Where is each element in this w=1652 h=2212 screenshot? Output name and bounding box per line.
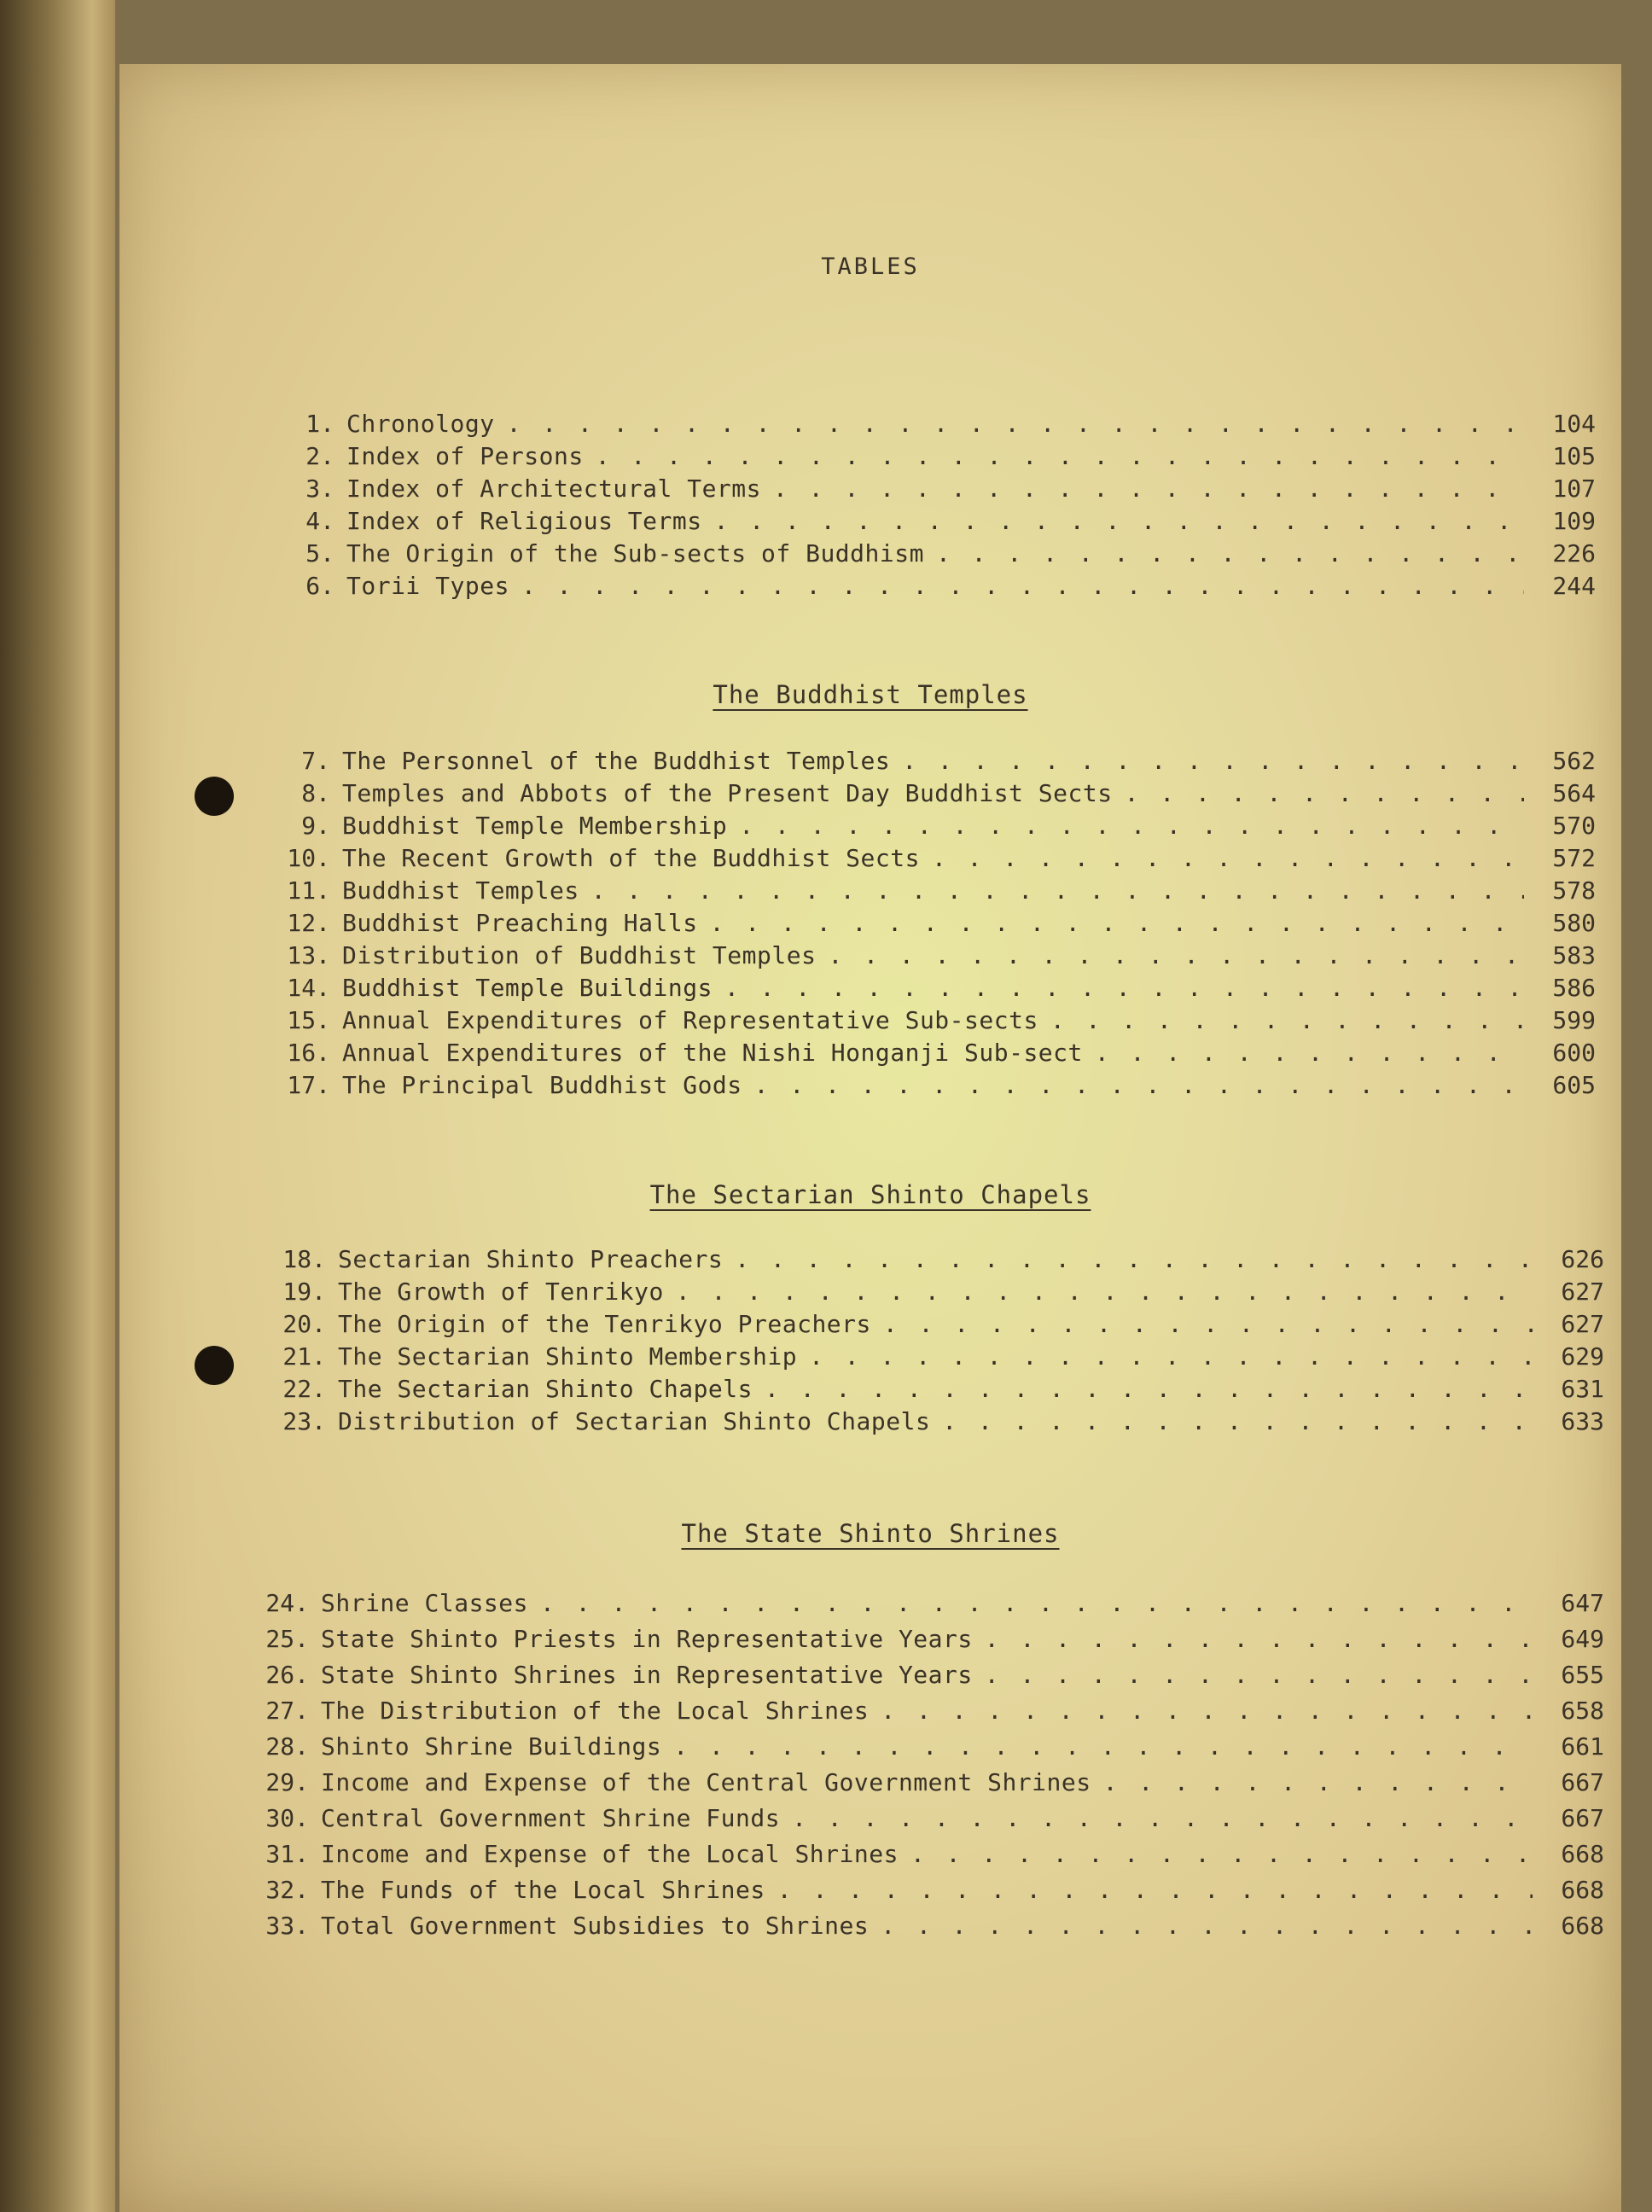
toc-entry — [265, 442, 1596, 474]
toc-entry — [239, 1697, 1604, 1732]
dot-leader — [754, 1071, 1524, 1099]
toc-entry — [260, 844, 1596, 876]
dot-leader — [883, 1310, 1533, 1338]
entry-page: 627 — [1561, 1310, 1604, 1338]
toc-entry — [260, 747, 1596, 779]
toc-entry — [239, 1804, 1604, 1840]
entry-number: 11. — [287, 876, 330, 905]
entry-page: 105 — [1552, 442, 1596, 470]
entry-number: 26. — [265, 1661, 309, 1689]
dot-leader — [828, 941, 1524, 969]
toc-entry — [239, 1589, 1604, 1625]
entry-page: 668 — [1561, 1840, 1604, 1868]
entry-number: 3. — [305, 474, 334, 503]
dot-leader — [792, 1804, 1533, 1832]
entry-title: Total Government Subsidies to Shrines — [321, 1912, 870, 1940]
dot-leader — [507, 410, 1524, 438]
entry-number: 4. — [305, 507, 334, 535]
dot-leader — [591, 876, 1524, 905]
toc-entry — [239, 1840, 1604, 1876]
entry-number: 20. — [282, 1310, 326, 1338]
entry-page: 649 — [1561, 1625, 1604, 1653]
entry-number: 19. — [282, 1278, 326, 1306]
toc-entry — [256, 1375, 1604, 1407]
entry-title: Annual Expenditures of Representative Sub-sects — [342, 1006, 1038, 1034]
entry-title: The Distribution of the Local Shrines — [321, 1697, 870, 1725]
dot-leader — [773, 474, 1524, 503]
toc-entry — [265, 410, 1596, 442]
entry-title: Distribution of Buddhist Temples — [342, 941, 817, 969]
toc-entry — [256, 1310, 1604, 1342]
entry-title: Temples and Abbots of the Present Day Buddhist Sects — [342, 779, 1113, 807]
entry-page: 647 — [1561, 1589, 1604, 1617]
entry-number: 16. — [287, 1039, 330, 1067]
entry-number: 18. — [282, 1245, 326, 1273]
toc-entry — [260, 876, 1596, 909]
entry-number: 33. — [265, 1912, 309, 1940]
entry-page: 626 — [1561, 1245, 1604, 1273]
dot-leader — [521, 572, 1524, 600]
entry-page: 605 — [1552, 1071, 1596, 1099]
entry-title: The Sectarian Shinto Membership — [338, 1342, 798, 1371]
entry-number: 7. — [301, 747, 330, 775]
entry-number: 10. — [287, 844, 330, 872]
entry-number: 12. — [287, 909, 330, 937]
entry-page: 226 — [1552, 539, 1596, 568]
entry-page: 244 — [1552, 572, 1596, 600]
toc-entry — [265, 539, 1596, 572]
toc-entry — [260, 1006, 1596, 1039]
entry-page: 580 — [1552, 909, 1596, 937]
dot-leader — [942, 1407, 1533, 1435]
entry-number: 25. — [265, 1625, 309, 1653]
section-heading-sectarian-shinto-chapels: The Sectarian Shinto Chapels — [649, 1180, 1091, 1209]
entry-number: 6. — [305, 572, 334, 600]
entry-page: 658 — [1561, 1697, 1604, 1725]
entry-title: Shrine Classes — [321, 1589, 529, 1617]
entry-number: 32. — [265, 1876, 309, 1904]
punch-hole — [195, 777, 234, 816]
dot-leader — [932, 844, 1524, 872]
entry-page: 599 — [1552, 1006, 1596, 1034]
entry-title: Income and Expense of the Central Government Shrines — [321, 1768, 1091, 1796]
toc-entry — [260, 941, 1596, 974]
toc-list-buddhist-temples — [260, 747, 1596, 1103]
entry-title: The Personnel of the Buddhist Temples — [342, 747, 891, 775]
toc-list-state-shinto-shrines — [239, 1589, 1604, 1947]
toc-entry — [260, 812, 1596, 844]
dot-leader — [596, 442, 1524, 470]
entry-page: 627 — [1561, 1278, 1604, 1306]
entry-page: 570 — [1552, 812, 1596, 840]
dot-leader — [540, 1589, 1533, 1617]
dot-leader — [910, 1840, 1533, 1868]
toc-entry — [256, 1407, 1604, 1440]
toc-list-sectarian-shinto-chapels — [256, 1245, 1604, 1440]
facing-page-edge — [0, 0, 115, 2212]
dot-leader — [1125, 779, 1524, 807]
dot-leader — [724, 974, 1524, 1002]
toc-entry — [239, 1876, 1604, 1912]
entry-title: Central Government Shrine Funds — [321, 1804, 781, 1832]
entry-page: 583 — [1552, 941, 1596, 969]
page-title: TABLES — [821, 253, 920, 280]
toc-list-general — [265, 410, 1596, 604]
entry-page: 655 — [1561, 1661, 1604, 1689]
toc-entry — [239, 1661, 1604, 1697]
entry-page: 564 — [1552, 779, 1596, 807]
entry-page: 661 — [1561, 1732, 1604, 1761]
entry-title: Annual Expenditures of the Nishi Honganji Sub-sect — [342, 1039, 1083, 1067]
entry-number: 23. — [282, 1407, 326, 1435]
toc-entry — [260, 909, 1596, 941]
entry-number: 30. — [265, 1804, 309, 1832]
toc-entry — [260, 779, 1596, 812]
punch-hole — [195, 1346, 234, 1385]
entry-page: 629 — [1561, 1342, 1604, 1371]
dot-leader — [710, 909, 1524, 937]
dot-leader — [985, 1661, 1533, 1689]
entry-number: 31. — [265, 1840, 309, 1868]
entry-title: State Shinto Priests in Representative Years — [321, 1625, 973, 1653]
entry-number: 21. — [282, 1342, 326, 1371]
entry-title: Index of Religious Terms — [346, 507, 702, 535]
entry-title: The Growth of Tenrikyo — [338, 1278, 664, 1306]
toc-entry — [265, 507, 1596, 539]
entry-number: 5. — [305, 539, 334, 568]
entry-title: Income and Expense of the Local Shrines — [321, 1840, 899, 1868]
entry-number: 22. — [282, 1375, 326, 1403]
entry-page: 631 — [1561, 1375, 1604, 1403]
entry-title: Buddhist Temple Membership — [342, 812, 728, 840]
entry-title: Shinto Shrine Buildings — [321, 1732, 662, 1761]
entry-page: 633 — [1561, 1407, 1604, 1435]
entry-number: 14. — [287, 974, 330, 1002]
entry-page: 578 — [1552, 876, 1596, 905]
entry-number: 17. — [287, 1071, 330, 1099]
toc-entry — [239, 1625, 1604, 1661]
entry-title: Buddhist Temples — [342, 876, 579, 905]
toc-entry — [256, 1342, 1604, 1375]
entry-number: 28. — [265, 1732, 309, 1761]
dot-leader — [714, 507, 1524, 535]
entry-number: 2. — [305, 442, 334, 470]
entry-page: 107 — [1552, 474, 1596, 503]
entry-page: 668 — [1561, 1876, 1604, 1904]
entry-page: 667 — [1561, 1768, 1604, 1796]
dot-leader — [673, 1732, 1533, 1761]
dot-leader — [881, 1697, 1533, 1725]
entry-page: 586 — [1552, 974, 1596, 1002]
dot-leader — [902, 747, 1524, 775]
section-heading-buddhist-temples: The Buddhist Temples — [713, 680, 1028, 709]
dot-leader — [1095, 1039, 1524, 1067]
toc-entry — [256, 1245, 1604, 1278]
toc-entry — [239, 1912, 1604, 1947]
entry-number: 1. — [305, 410, 334, 438]
dot-leader — [777, 1876, 1533, 1904]
entry-title: Distribution of Sectarian Shinto Chapels — [338, 1407, 931, 1435]
entry-title: The Origin of the Sub-sects of Buddhism — [346, 539, 924, 568]
entry-page: 572 — [1552, 844, 1596, 872]
dot-leader — [739, 812, 1524, 840]
section-heading-state-shinto-shrines: The State Shinto Shrines — [681, 1519, 1060, 1548]
dot-leader — [676, 1278, 1533, 1306]
entry-page: 104 — [1552, 410, 1596, 438]
entry-number: 27. — [265, 1697, 309, 1725]
document-page — [119, 64, 1621, 2212]
entry-title: The Funds of the Local Shrines — [321, 1876, 765, 1904]
entry-page: 562 — [1552, 747, 1596, 775]
entry-number: 29. — [265, 1768, 309, 1796]
entry-title: Sectarian Shinto Preachers — [338, 1245, 724, 1273]
entry-title: State Shinto Shrines in Representative Years — [321, 1661, 973, 1689]
dot-leader — [809, 1342, 1533, 1371]
entry-title: The Sectarian Shinto Chapels — [338, 1375, 753, 1403]
toc-entry — [260, 1071, 1596, 1103]
toc-entry — [239, 1768, 1604, 1804]
toc-entry — [256, 1278, 1604, 1310]
dot-leader — [1103, 1768, 1533, 1796]
entry-title: The Origin of the Tenrikyo Preachers — [338, 1310, 871, 1338]
toc-entry — [265, 474, 1596, 507]
entry-page: 600 — [1552, 1039, 1596, 1067]
dot-leader — [765, 1375, 1533, 1403]
toc-entry — [239, 1732, 1604, 1768]
entry-title: Buddhist Preaching Halls — [342, 909, 698, 937]
entry-number: 13. — [287, 941, 330, 969]
entry-title: Buddhist Temple Buildings — [342, 974, 713, 1002]
toc-entry — [265, 572, 1596, 604]
entry-title: Torii Types — [346, 572, 509, 600]
dot-leader — [735, 1245, 1533, 1273]
dot-leader — [936, 539, 1524, 568]
entry-title: Index of Architectural Terms — [346, 474, 762, 503]
entry-page: 109 — [1552, 507, 1596, 535]
toc-entry — [260, 974, 1596, 1006]
toc-entry — [260, 1039, 1596, 1071]
dot-leader — [985, 1625, 1533, 1653]
entry-number: 24. — [265, 1589, 309, 1617]
dot-leader — [881, 1912, 1533, 1940]
entry-number: 9. — [301, 812, 330, 840]
entry-title: The Recent Growth of the Buddhist Sects — [342, 844, 920, 872]
entry-number: 15. — [287, 1006, 330, 1034]
entry-title: Index of Persons — [346, 442, 584, 470]
entry-page: 668 — [1561, 1912, 1604, 1940]
entry-title: The Principal Buddhist Gods — [342, 1071, 742, 1099]
dot-leader — [1050, 1006, 1524, 1034]
entry-number: 8. — [301, 779, 330, 807]
entry-title: Chronology — [346, 410, 495, 438]
entry-page: 667 — [1561, 1804, 1604, 1832]
